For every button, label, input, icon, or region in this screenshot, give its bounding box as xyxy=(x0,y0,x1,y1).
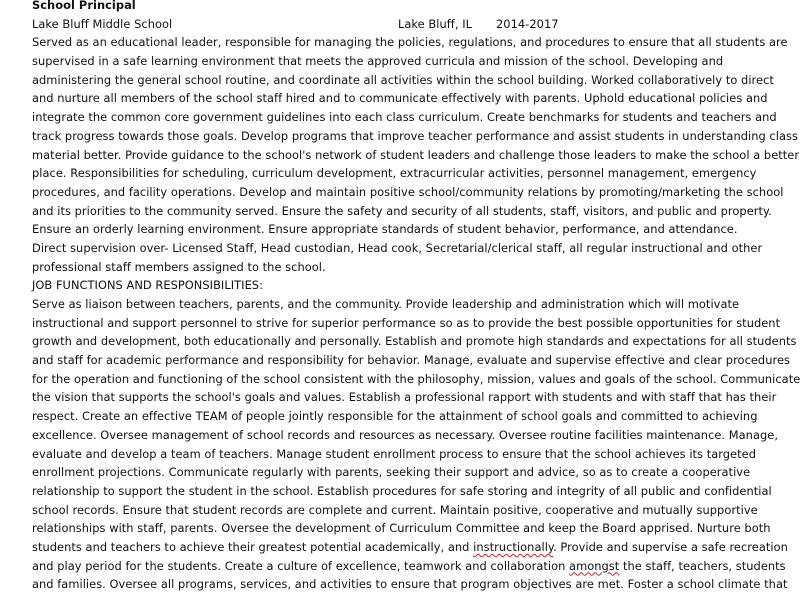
text-line: instructional and support personnel to strive for superior performance so as to provide the best possible opportunities for student xyxy=(32,315,781,330)
text-line: respect. Create an effective TEAM of people jointly responsible for the attainment of school goals and committed to achieving xyxy=(32,409,758,424)
text-line: and nurture all members of the school staff hired and to communicate effectively with parents. Uphold educational policies and xyxy=(32,91,768,106)
text-line: supervised in a safe learning environment that meets the approved curricula and mission of the school. Developing and xyxy=(32,54,724,69)
text-line: material better. Provide guidance to the school's network of student leaders and challenge those leaders to make the school a better xyxy=(32,147,800,162)
text-segment: . Provide and supervise a safe recreation xyxy=(553,539,788,554)
text-line: school records. Ensure that student records are complete and current. Maintain positive, cooperative and mutually supportive xyxy=(32,502,758,517)
text-line: Direct supervision over- Licensed Staff, Head custodian, Head cook, Secretarial/clerical staff, all regular instructional and other xyxy=(32,240,763,255)
text-line: Serve as liaison between teachers, parents, and the community. Provide leadership and administration which will motivate xyxy=(32,297,740,311)
school-location: Lake Bluff, IL xyxy=(398,16,473,31)
text-segment: students and teachers to achieve their greatest potential academically, and xyxy=(32,539,474,554)
text-line: enrollment projections. Communicate regularly with parents, seeking their support and advice, so as to create a cooperative xyxy=(32,465,751,480)
spelling-flag-word[interactable]: instructionally xyxy=(473,539,554,554)
text-line: relationships with staff, parents. Oversee the development of Curriculum Committee and keep the Board apprised. Nurture both xyxy=(32,521,771,536)
text-line: relationship to support the student in the school. Establish procedures for safe storing and integrity of all public and confidential xyxy=(32,483,772,498)
text-line: Ensure an orderly learning environment. Ensure appropriate standards of student behavior, performance, and attendance. xyxy=(32,222,738,237)
school-name: Lake Bluff Middle School xyxy=(32,16,173,31)
text-line: procedures, and facility operations. Develop and maintain positive school/community relations by promoting/marketing the school xyxy=(32,184,784,199)
text-segment: the staff, teachers, students xyxy=(619,558,786,573)
text-line: and families. Oversee all programs, services, and activities to ensure that program objectives are met. Foster a school climate that xyxy=(32,577,788,592)
section-heading: JOB FUNCTIONS AND RESPONSIBILITIES: xyxy=(32,278,263,293)
text-line: track progress towards those goals. Develop programs that improve teacher performance and assist students in understanding class xyxy=(32,128,798,143)
text-line: professional staff members assigned to the school. xyxy=(32,259,326,274)
text-segment: and play period for the students. Create a culture of excellence, teamwork and collaboration xyxy=(32,558,570,573)
text-line: evaluate and develop a team of teachers. Manage student enrollment process to ensure that the school achieves its targeted xyxy=(32,446,756,461)
text-line: and staff for academic performance and responsibility for behavior. Manage, evaluate and supervise effective and clear procedures xyxy=(32,353,791,368)
text-line: integrate the common core government guidelines into each class curriculum. Create benchmarks for students and teachers and xyxy=(32,110,777,125)
text-line xyxy=(32,538,788,557)
text-line: growth and development, both educationally and personally. Establish and promote high standards and expectations for all students xyxy=(32,334,797,349)
text-line: Served as an educational leader, responsible for managing the policies, regulations, and procedures to ensure that all students are xyxy=(32,35,788,50)
text-line: excellence. Oversee management of school records and resources as necessary. Oversee routine facilities maintenance. Manage, xyxy=(32,427,778,442)
job-header xyxy=(32,15,754,34)
text-line: place. Responsibilities for scheduling, curriculum development, extracurricular activities, personnel management, emergency xyxy=(32,166,757,181)
employment-years: 2014-2017 xyxy=(496,16,559,31)
text-line xyxy=(32,557,786,576)
text-line: and its priorities to the community served. Ensure the safety and security of all students, staff, visitors, and public and property. xyxy=(32,203,772,218)
document-page xyxy=(32,0,800,594)
spelling-flag-word[interactable]: amongst xyxy=(569,558,620,573)
text-line: for the operation and functioning of the school consistent with the philosophy, mission, values and goals of the school. Communicate xyxy=(32,371,800,386)
job-title: School Principal xyxy=(32,0,136,12)
text-line: administering the general school routine, and coordinate all activities within the school building. Worked collaboratively to direct xyxy=(32,72,774,87)
text-line: the vision that supports the school's goals and values. Establish a professional rapport with students and with staff that has their xyxy=(32,390,777,405)
